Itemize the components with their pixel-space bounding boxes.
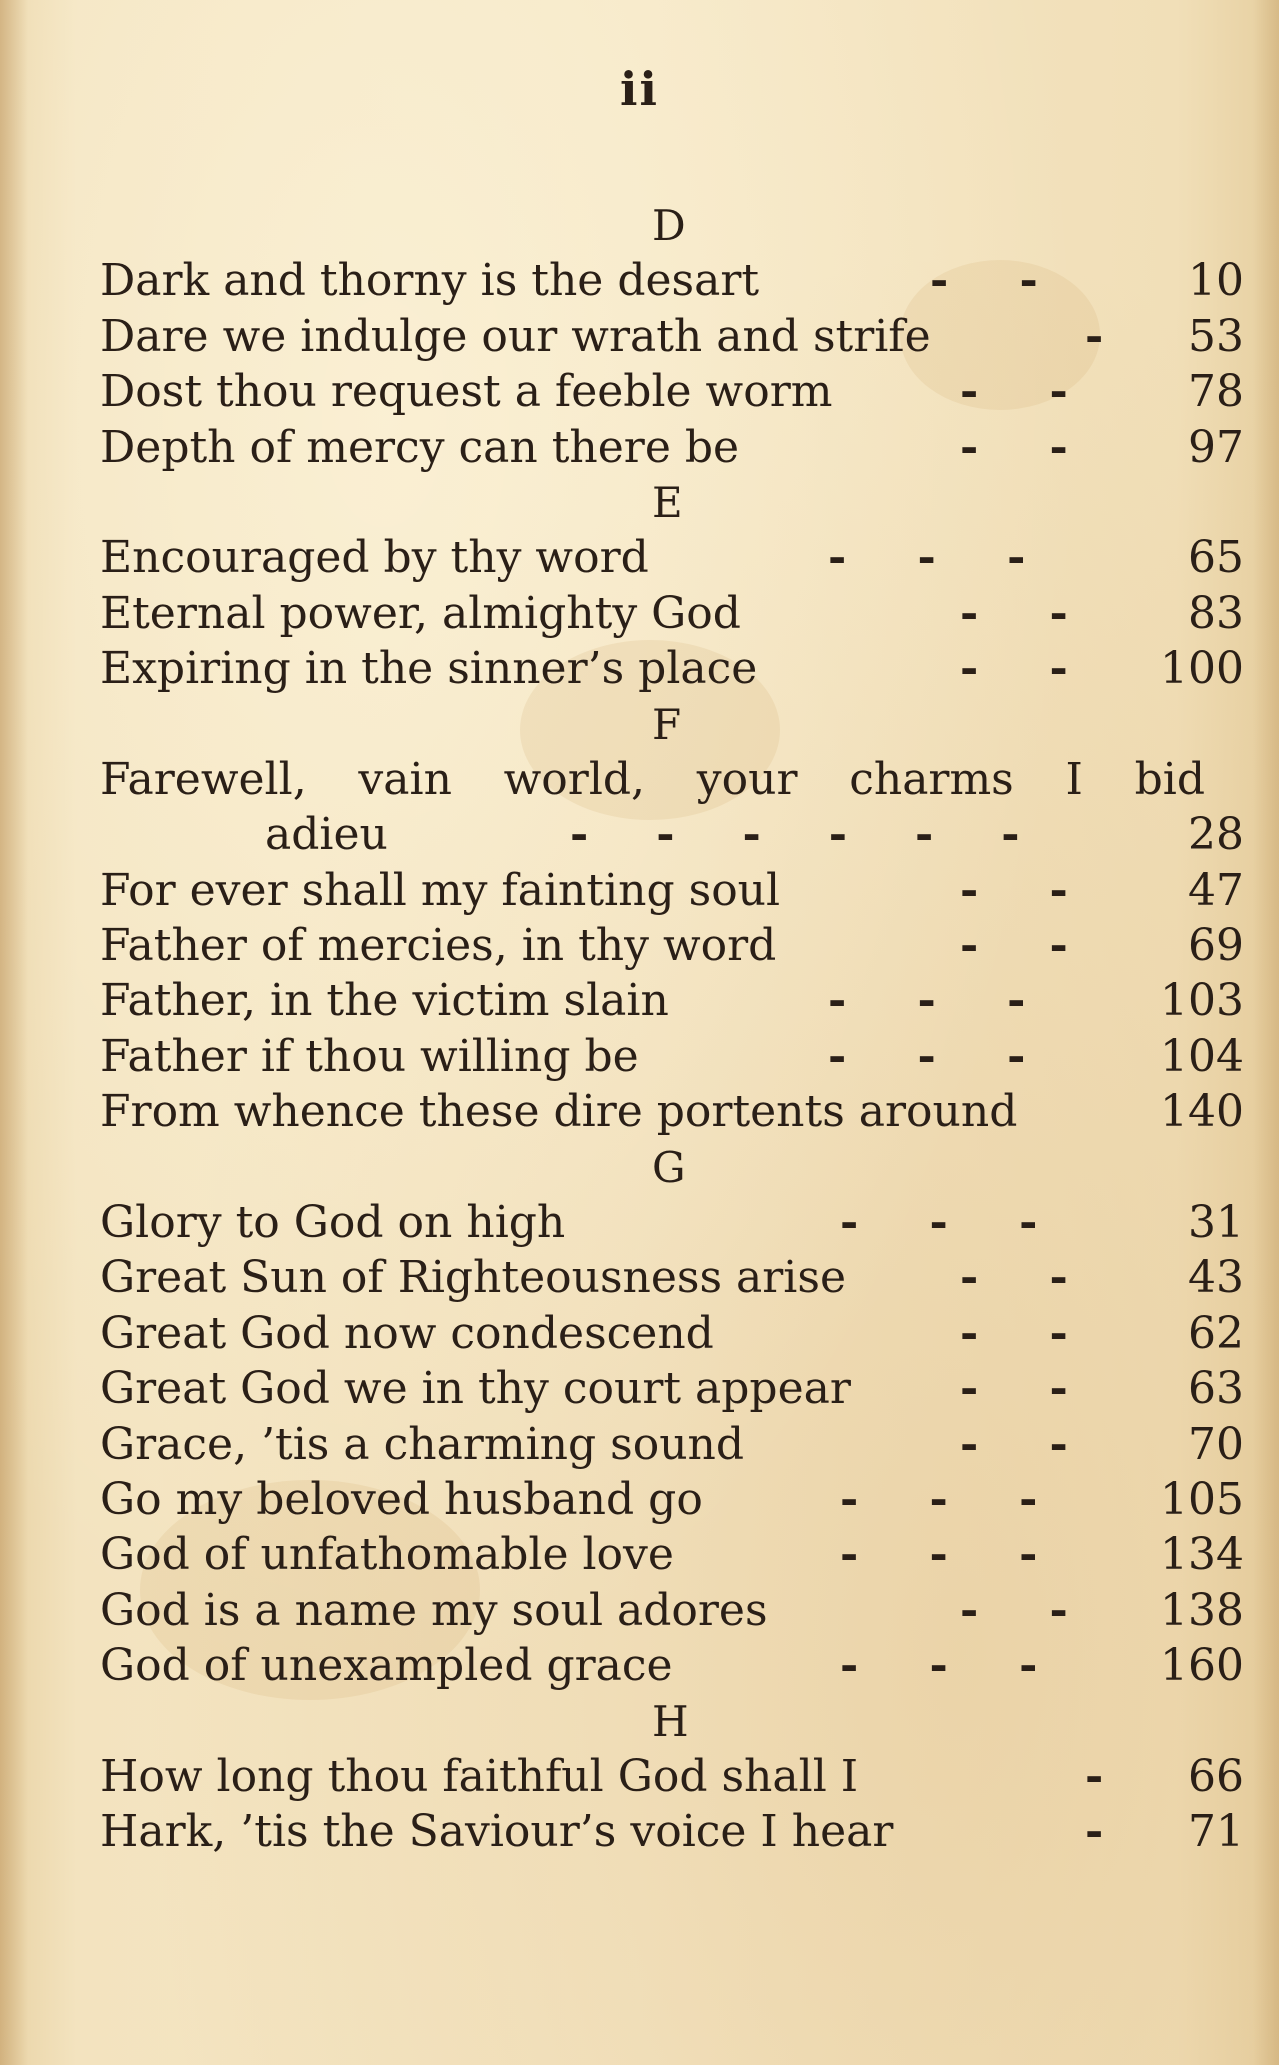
entry-title: Grace, ’tis a charming sound [100, 1418, 745, 1470]
leader-dots: - - [960, 1252, 1070, 1304]
leader-dots: - - [930, 255, 1040, 307]
page-edge-shadow-left [0, 0, 28, 2065]
index-entry [100, 364, 1250, 419]
index-entry [100, 1638, 1250, 1693]
leader-dots: - - - [828, 1030, 1028, 1082]
leader-dots: - - [960, 1418, 1070, 1470]
entry-title: From whence these dire portents around [100, 1086, 1018, 1138]
entry-page: 31 [1188, 1197, 1244, 1249]
entry-title: Dark and thorny is the desart [100, 255, 760, 307]
entry-title: Father of mercies, in thy word [100, 920, 777, 972]
entry-page: 160 [1160, 1640, 1244, 1692]
entry-page: 138 [1160, 1584, 1244, 1636]
entry-page: 69 [1188, 920, 1244, 972]
entry-title: God is a name my soul adores [100, 1584, 768, 1636]
leader-dots: - - [960, 1307, 1070, 1359]
entry-title: Hark, ’tis the Saviour’s voice I hear [100, 1806, 894, 1858]
index-entry [100, 863, 1250, 918]
entry-page: 66 [1188, 1750, 1244, 1802]
entry-title: God of unexampled grace [100, 1640, 673, 1692]
entry-title: Great God we in thy court appear [100, 1363, 851, 1415]
entry-page: 78 [1188, 366, 1244, 418]
entry-title: Go my beloved husband go [100, 1473, 703, 1525]
index-entry [100, 253, 1250, 308]
entry-title: Father, in the victim slain [100, 975, 669, 1027]
index-entry [100, 530, 1250, 585]
page-number: ii [620, 62, 659, 116]
leader-dots: - - [960, 643, 1070, 695]
index-entry-continuation [100, 807, 1250, 862]
leader-dots: - - - [840, 1197, 1040, 1249]
leader-dots: - [1085, 1806, 1106, 1858]
entry-page: 100 [1160, 643, 1244, 695]
entry-page: 53 [1188, 310, 1244, 362]
index-entry [100, 918, 1250, 973]
entry-page: 43 [1188, 1252, 1244, 1304]
entry-title: Father if thou willing be [100, 1030, 639, 1082]
entry-title: Eternal power, almighty God [100, 587, 741, 639]
index-entry [100, 1306, 1250, 1361]
entry-title: How long thou faithful God shall I [100, 1750, 859, 1802]
section-letter-e: E [652, 477, 683, 527]
index-entry [100, 752, 1250, 807]
leader-dots: - - - [840, 1473, 1040, 1525]
entry-title: Expiring in the sinner’s place [100, 643, 758, 695]
entry-title-continuation: adieu [265, 809, 388, 861]
leader-dots: - - [960, 366, 1070, 418]
entry-title: Dost thou request a feeble worm [100, 366, 833, 418]
entry-title: Great God now condescend [100, 1307, 714, 1359]
index-entry [100, 1749, 1250, 1804]
index-entry [100, 1583, 1250, 1638]
entry-page: 63 [1188, 1363, 1244, 1415]
entry-page: 103 [1160, 975, 1244, 1027]
leader-dots: - - [960, 920, 1070, 972]
leader-dots: - - - [840, 1529, 1040, 1581]
entry-page: 62 [1188, 1307, 1244, 1359]
page-edge-shadow-right [1253, 0, 1279, 2065]
hymn-index [100, 198, 1250, 1860]
entry-page: 71 [1188, 1806, 1244, 1858]
index-entry [100, 1361, 1250, 1416]
leader-dots: - - [960, 1584, 1070, 1636]
entry-page: 140 [1160, 1086, 1244, 1138]
entry-title: Encouraged by thy word [100, 532, 649, 584]
leader-dots: - [1085, 310, 1106, 362]
leader-dots: - - [960, 1363, 1070, 1415]
entry-title: Depth of mercy can there be [100, 421, 740, 473]
entry-page: 83 [1188, 587, 1244, 639]
leader-dots: ------ [570, 809, 1088, 861]
entry-title: Dare we indulge our wrath and strife [100, 310, 931, 362]
index-entry [100, 309, 1250, 364]
index-entry [100, 973, 1250, 1028]
index-entry [100, 1527, 1250, 1582]
entry-page: 70 [1188, 1418, 1244, 1470]
entry-title: Glory to God on high [100, 1197, 566, 1249]
entry-page: 65 [1188, 532, 1244, 584]
entry-title: Farewell, vain world, your charms I bid [100, 753, 1205, 805]
section-letter-f: F [652, 699, 682, 749]
leader-dots: - - [960, 587, 1070, 639]
index-entry [100, 641, 1250, 696]
index-entry [100, 1250, 1250, 1305]
leader-dots: - - - [840, 1640, 1040, 1692]
entry-page: 134 [1160, 1529, 1244, 1581]
index-entry [100, 586, 1250, 641]
index-entry [100, 1804, 1250, 1859]
entry-page: 28 [1188, 809, 1244, 861]
section-letter-d: D [652, 201, 686, 250]
leader-dots: - - - [828, 532, 1028, 584]
entry-page: 105 [1160, 1473, 1244, 1525]
index-entry [100, 420, 1250, 475]
entry-page: 10 [1188, 255, 1244, 307]
index-entry [100, 1417, 1250, 1472]
entry-page: 47 [1188, 864, 1244, 916]
entry-title: Great Sun of Righteousness arise [100, 1252, 847, 1304]
index-entry [100, 1195, 1250, 1250]
index-entry [100, 1472, 1250, 1527]
entry-title: God of unfathomable love [100, 1529, 674, 1581]
leader-dots: - - - [828, 975, 1028, 1027]
section-letter-g: G [652, 1142, 686, 1192]
index-entry [100, 1084, 1250, 1139]
entry-title: For ever shall my fainting soul [100, 864, 781, 916]
entry-page: 104 [1160, 1030, 1244, 1082]
leader-dots: - - [960, 864, 1070, 916]
entry-page: 97 [1188, 421, 1244, 473]
section-letter-h: H [652, 1696, 689, 1746]
index-entry [100, 1029, 1250, 1084]
leader-dots: - - [960, 421, 1070, 473]
leader-dots: - [1085, 1750, 1106, 1802]
